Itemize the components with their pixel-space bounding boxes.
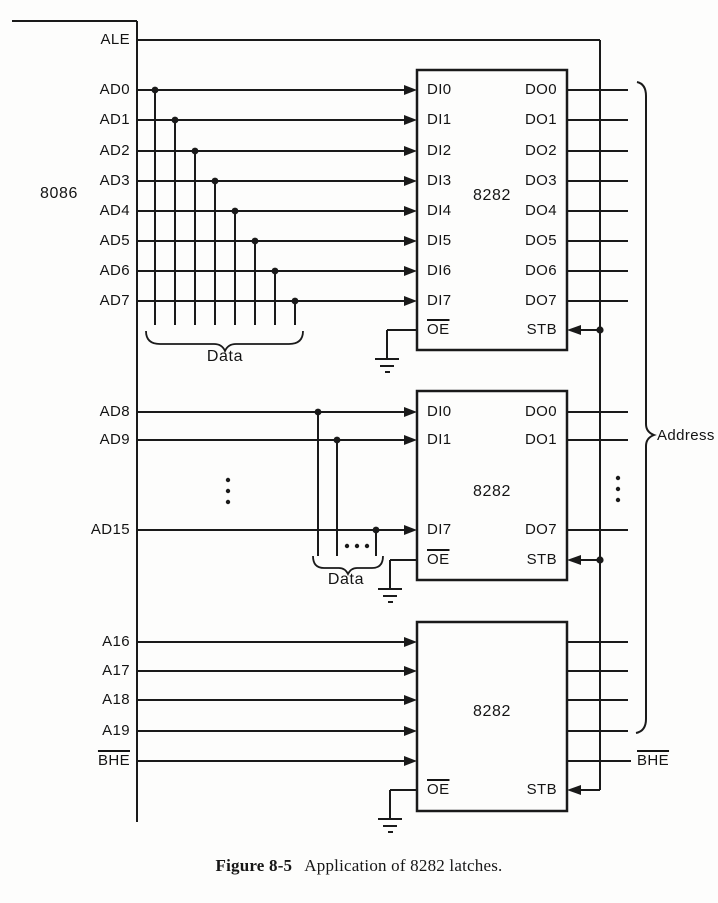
latch1-pin-do7: DO7 (524, 292, 557, 309)
latch1-name: 8282 (473, 187, 511, 204)
latch2-pin-di0: DI0 (427, 403, 452, 420)
signal-label-ad7: AD7 (99, 292, 130, 309)
figure-caption-text: Application of 8282 latches. (304, 856, 503, 875)
vertical-ellipsis-right (616, 476, 620, 502)
latch2-pin-di7: DI7 (427, 521, 452, 538)
latch1-pin-di0: DI0 (427, 81, 452, 98)
latch1-pin-do3: DO3 (524, 172, 557, 189)
latch1-pin-di2: DI2 (427, 142, 452, 159)
latch2-pin-do0: DO0 (524, 403, 557, 420)
signal-label-ad6: AD6 (99, 262, 130, 279)
figure-caption-number: Figure 8-5 (215, 856, 293, 875)
latch3-name: 8282 (473, 703, 511, 720)
address-brace (636, 82, 654, 733)
latch2-pin-do7: DO7 (524, 521, 557, 538)
latch1-pin-do6: DO6 (524, 262, 557, 279)
latch3-pin-oe: $\overline{OE}$ (427, 781, 450, 798)
ground-1 (375, 330, 417, 372)
latch2-pin-di1: DI1 (427, 431, 452, 448)
signal-label-a16: A16 (102, 633, 130, 650)
input-arrowheads (404, 85, 417, 766)
ground-3 (378, 790, 417, 832)
signal-label-ad2: AD2 (99, 142, 130, 159)
latch3-pin-stb: STB (526, 781, 557, 798)
latch2-pin-oe: $\overline{OE}$ (427, 551, 450, 568)
signal-label-ad9: AD9 (99, 431, 130, 448)
signal-label-ad1: AD1 (99, 111, 130, 128)
signal-label-a18: A18 (102, 691, 130, 708)
figure-caption (0, 856, 718, 876)
latch1-pin-do1: DO1 (524, 111, 557, 128)
latch1-pin-oe: $\overline{OE}$ (427, 321, 450, 338)
latch1-pin-stb: STB (526, 321, 557, 338)
latch1-pin-di6: DI6 (427, 262, 452, 279)
signal-label-a19: A19 (102, 722, 130, 739)
latch1-pin-do4: DO4 (524, 202, 557, 219)
signal-label-ad4: AD4 (99, 202, 130, 219)
signal-label-bhe: $\overline{BHE}$ (97, 752, 130, 769)
latch2-pin-stb: STB (526, 551, 557, 568)
data-label-1: Data (206, 348, 244, 365)
horizontal-ellipsis (345, 544, 369, 548)
signal-label-ad0: AD0 (99, 81, 130, 98)
latch1-pin-di1: DI1 (427, 111, 452, 128)
signal-label-ale: ALE (100, 31, 130, 48)
latch1-pin-di7: DI7 (427, 292, 452, 309)
latch1-pin-do2: DO2 (524, 142, 557, 159)
latch1-pin-di5: DI5 (427, 232, 452, 249)
data-label-2: Data (327, 571, 365, 588)
data-bus-stubs-1 (155, 90, 295, 325)
signal-label-ad8: AD8 (99, 403, 130, 420)
ground-2 (378, 560, 417, 602)
latch1-pin-di3: DI3 (427, 172, 452, 189)
signal-label-ad5: AD5 (99, 232, 130, 249)
latch1-pin-do5: DO5 (524, 232, 557, 249)
latch2-name: 8282 (473, 483, 511, 500)
latch1-pin-di4: DI4 (427, 202, 452, 219)
signal-label-a17: A17 (102, 662, 130, 679)
vertical-ellipsis-left (226, 478, 230, 504)
latch2-pin-do1: DO1 (524, 431, 557, 448)
stb-arrowheads (567, 325, 581, 795)
address-label: Address (657, 427, 715, 444)
data-bus-stubs-2 (318, 412, 376, 556)
signal-label-ad15: AD15 (90, 521, 130, 538)
bhe-output-label: $\overline{BHE}$ (637, 752, 670, 769)
cpu-label: 8086 (40, 185, 78, 202)
latch1-pin-do0: DO0 (524, 81, 557, 98)
signal-label-ad3: AD3 (99, 172, 130, 189)
